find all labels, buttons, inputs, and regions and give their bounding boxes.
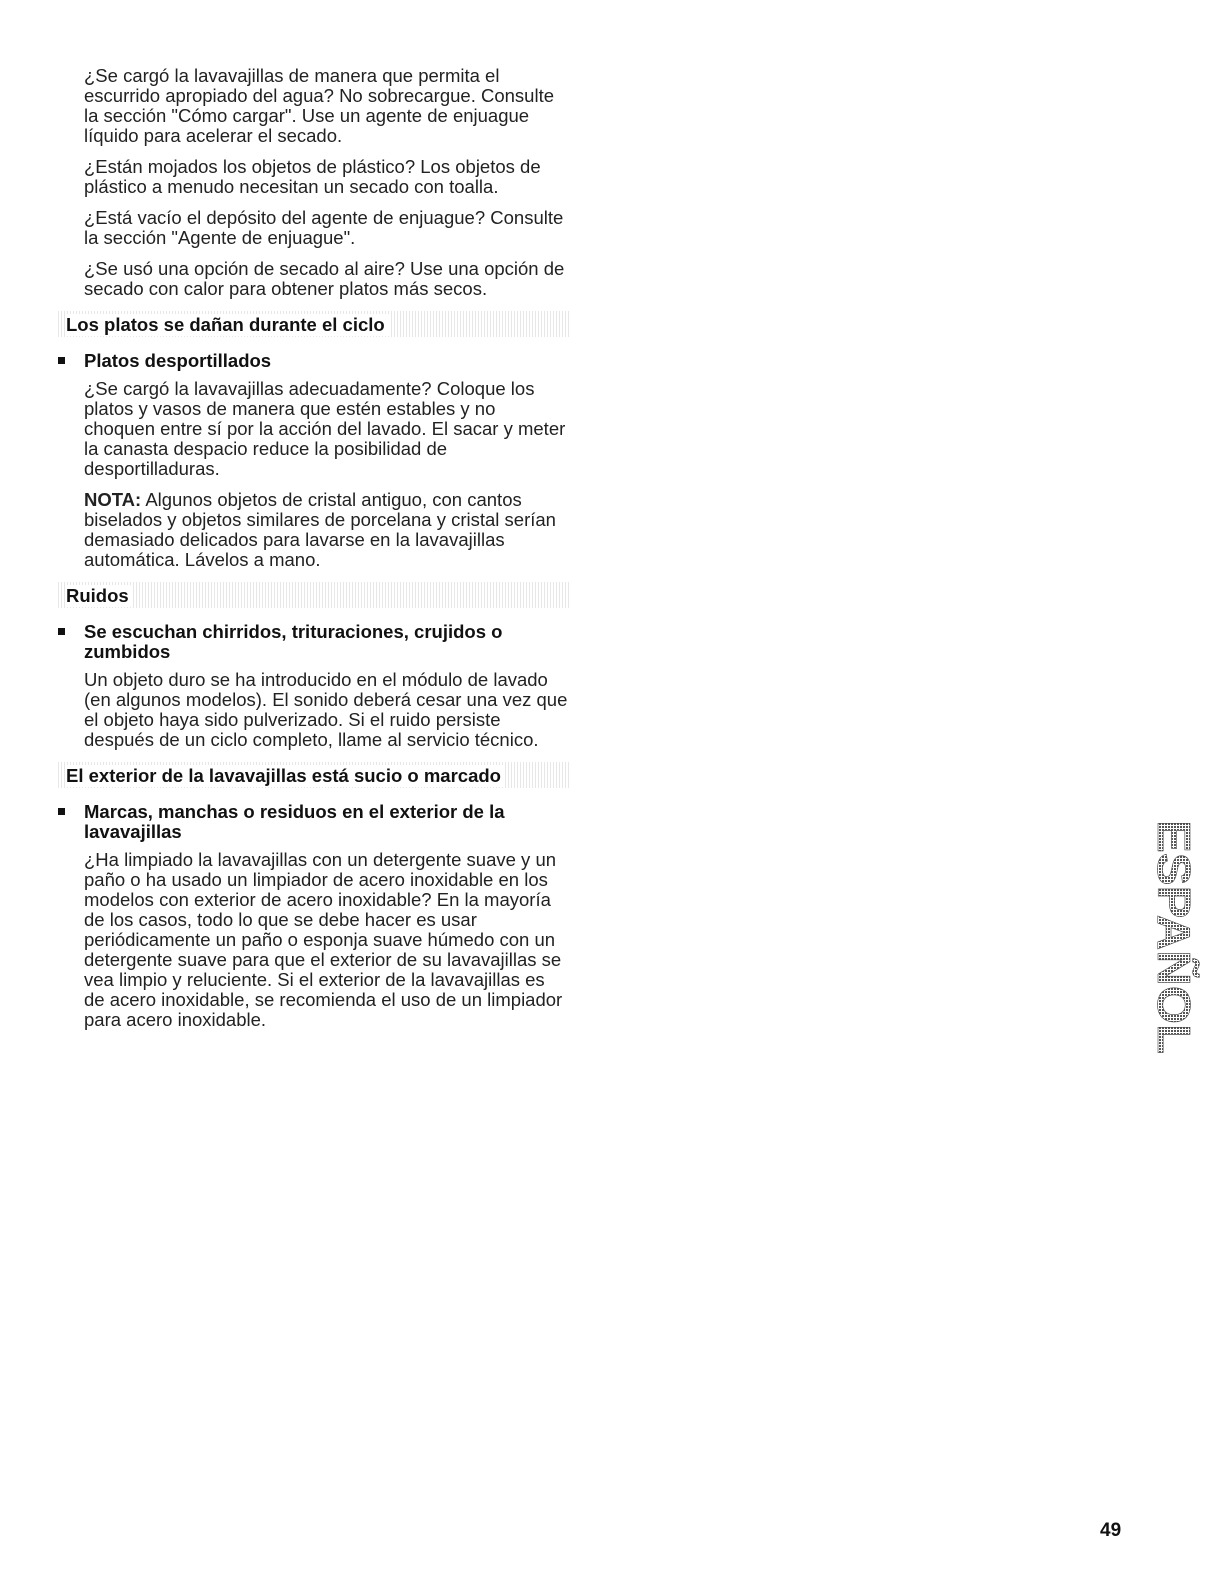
note-text: Algunos objetos de cristal antiguo, con cantos biselados y objetos similares de porcelana y cristal serían demasiado delicados para lavarse en la lavavajillas automática. Lávelos a mano. — [84, 489, 556, 570]
section-heading-noise — [58, 582, 570, 608]
note-label: NOTA: — [84, 489, 142, 510]
intro-paragraph-2: ¿Están mojados los objetos de plástico? Los objetos de plástico a menudo necesitan un secado con toalla. — [84, 156, 541, 197]
intro-paragraph-3: ¿Está vacío el depósito del agente de enjuague? Consulte la sección "Agente de enjuague". — [84, 207, 564, 248]
bullet-chipped-dishes-text: Platos desportillados — [84, 350, 272, 371]
dishes-note — [84, 490, 570, 570]
section-heading-exterior — [58, 762, 570, 788]
main-column — [58, 66, 570, 1041]
bullet-exterior-marks-text: Marcas, manchas o residuos en el exterior de la lavavajillas — [84, 801, 505, 842]
section-heading-dishes — [58, 311, 570, 337]
intro-paragraph-1: ¿Se cargó la lavavajillas de manera que permita el escurrido apropiado del agua? No sobrecargue. Consulte la sección "Cómo cargar". Use un agente de enjuague líquido para acelerar el secado. — [84, 65, 554, 146]
bullet-chipped-dishes — [58, 351, 570, 371]
language-tab-label: ESPAÑOL — [1148, 820, 1200, 1039]
bullet-square-icon — [58, 628, 65, 635]
language-tab-graphic — [1122, 818, 1200, 1056]
section-heading-dishes-text: Los platos se dañan durante el ciclo — [66, 314, 389, 336]
dishes-body: ¿Se cargó la lavavajillas adecuadamente? Coloque los platos y vasos de manera que estén estables y no choquen entre sí por la acción del lavado. El sacar y meter la canasta despacio reduce la posibilidad de desportilladuras. — [84, 378, 566, 479]
bullet-exterior-marks — [58, 802, 570, 842]
bullet-noises — [58, 622, 570, 662]
bullet-noises-text: Se escuchan chirridos, trituraciones, crujidos o zumbidos — [84, 621, 503, 662]
exterior-body: ¿Ha limpiado la lavavajillas con un detergente suave y un paño o ha usado un limpiador de acero inoxidable en los modelos con exterior de acero inoxidable? En la mayoría de los casos, todo lo que se debe hacer es usar periódicamente un paño o esponja suave húmedo con un detergente suave para que el exterior de su lavavajillas se vea limpio y reluciente. Si el exterior de la lavavajillas es de acero inoxidable, se recomienda el uso de un limpiador para acero inoxidable. — [84, 849, 563, 1030]
section-heading-noise-text: Ruidos — [66, 585, 133, 607]
intro-paragraph-4: ¿Se usó una opción de secado al aire? Use una opción de secado con calor para obtener platos más secos. — [84, 258, 565, 299]
section-heading-exterior-text: El exterior de la lavavajillas está sucio o marcado — [66, 765, 505, 787]
bullet-square-icon — [58, 808, 65, 815]
bullet-square-icon — [58, 357, 65, 364]
page-number: 49 — [1100, 1520, 1122, 1541]
language-side-tab — [1122, 818, 1200, 1056]
noise-body: Un objeto duro se ha introducido en el módulo de lavado (en algunos modelos). El sonido deberá cesar una vez que el objeto haya sido pulverizado. Si el ruido persiste después de un ciclo completo, llame al servicio técnico. — [84, 669, 568, 750]
